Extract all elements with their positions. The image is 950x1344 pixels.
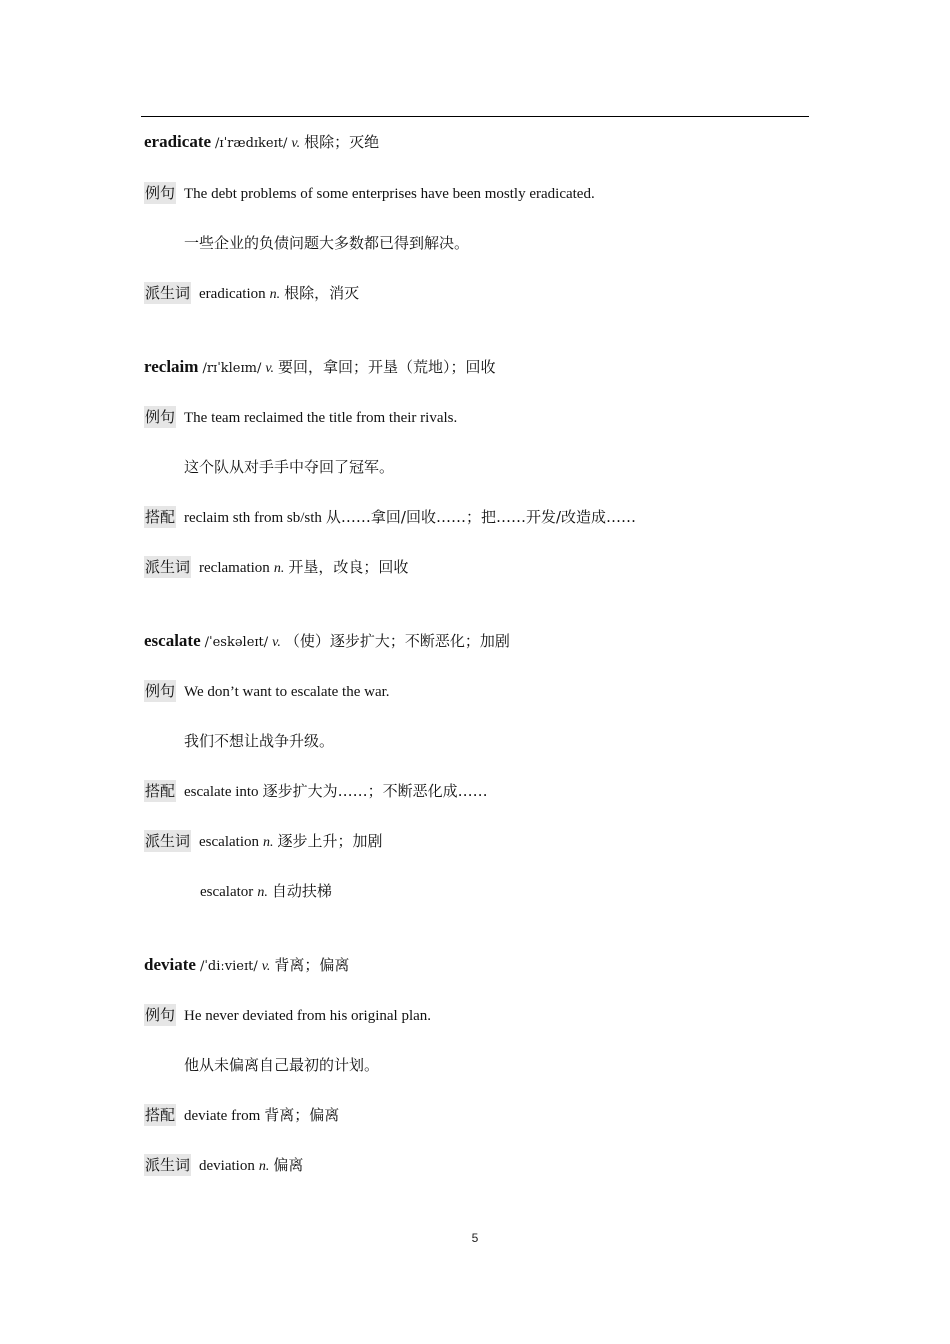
headword: deviate: [144, 955, 196, 974]
part-of-speech: v.: [261, 959, 271, 974]
collocation-meaning: 背离；偏离: [264, 1106, 340, 1124]
collocation-meaning: 从……拿回/回收……；把……开发/改造成……: [325, 508, 637, 526]
derived-pos: n.: [258, 1159, 270, 1174]
derived-label: 派生词: [145, 832, 191, 850]
derived-pos: n.: [273, 561, 285, 576]
example-chinese: 他从未偏离自己最初的计划。: [184, 1056, 380, 1074]
example-english: He never deviated from his original plan.: [184, 1008, 432, 1024]
header-rule: [141, 116, 809, 117]
collocation-label: 搭配: [145, 1106, 176, 1124]
example-chinese-row: [184, 1054, 379, 1075]
derived-row: [144, 282, 359, 304]
derived-row: [144, 1154, 303, 1176]
example-chinese-row: [184, 232, 469, 253]
derived-pos: n.: [257, 885, 268, 900]
derived-label: 派生词: [145, 284, 191, 302]
derived-pos: n.: [269, 287, 281, 302]
derived-word: reclamation: [199, 560, 270, 576]
derived-row: [144, 830, 383, 852]
derived-meaning: 自动扶梯: [271, 882, 332, 900]
example-chinese-row: [184, 456, 394, 477]
collocation-label: 搭配: [145, 782, 176, 800]
meaning: （使）逐步扩大；不断恶化；加剧: [284, 632, 510, 650]
phonetic: /ˈdiːvieɪt/: [199, 959, 258, 974]
part-of-speech: v.: [265, 361, 275, 376]
derived-meaning: 逐步上升；加剧: [277, 832, 383, 850]
example-label: 例句: [145, 682, 176, 700]
headword: eradicate: [144, 132, 212, 151]
collocation-row: [144, 780, 488, 802]
derived-row: [144, 556, 408, 578]
example-row: [144, 1004, 431, 1026]
part-of-speech: v.: [291, 136, 301, 151]
example-chinese: 我们不想让战争升级。: [184, 732, 335, 750]
collocation-phrase: deviate from: [184, 1108, 261, 1124]
example-english: We don’t want to escalate the war.: [184, 684, 390, 700]
collocation-phrase: reclaim sth from sb/sth: [184, 510, 322, 526]
phonetic: /rɪˈkleɪm/: [202, 361, 262, 376]
entry-headline: [144, 954, 349, 975]
example-english: The debt problems of some enterprises have been mostly eradicated.: [184, 186, 595, 202]
headword: reclaim: [144, 357, 199, 376]
collocation-phrase: escalate into: [184, 784, 259, 800]
meaning: 要回，拿回；开垦（荒地）；回收: [278, 358, 496, 376]
example-label: 例句: [145, 408, 176, 426]
derived-meaning: 偏离: [273, 1156, 304, 1174]
part-of-speech: v.: [272, 635, 281, 650]
example-chinese: 一些企业的负债问题大多数都已得到解决。: [184, 234, 470, 252]
collocation-label: 搭配: [145, 508, 176, 526]
meaning: 根除；灭绝: [304, 133, 380, 151]
derived-label: 派生词: [145, 558, 191, 576]
example-label: 例句: [145, 1006, 176, 1024]
derived-row: [200, 880, 332, 901]
page-number: 5: [471, 1231, 479, 1245]
entry-headline: [144, 356, 496, 377]
entry-headline: [144, 630, 510, 651]
phonetic: /ɪˈrædɪkeɪt/: [215, 136, 288, 151]
collocation-row: [144, 506, 636, 528]
phonetic: /ˈeskəleɪt/: [204, 635, 269, 650]
example-row: [144, 680, 390, 702]
derived-word: escalation: [199, 834, 259, 850]
example-chinese-row: [184, 730, 334, 751]
collocation-meaning: 逐步扩大为……；不断恶化成……: [262, 782, 488, 800]
example-label: 例句: [145, 184, 176, 202]
example-chinese: 这个队从对手手中夺回了冠军。: [184, 458, 395, 476]
derived-pos: n.: [263, 835, 274, 850]
headword: escalate: [144, 631, 201, 650]
derived-word: deviation: [199, 1158, 255, 1174]
example-row: [144, 406, 457, 428]
example-english: The team reclaimed the title from their rivals.: [184, 410, 458, 426]
derived-word: eradication: [199, 286, 266, 302]
collocation-row: [144, 1104, 339, 1126]
entry-headline: [144, 131, 379, 152]
derived-label: 派生词: [145, 1156, 191, 1174]
example-row: [144, 182, 595, 204]
derived-meaning: 根除，消灭: [284, 284, 360, 302]
derived-meaning: 开垦，改良；回收: [288, 558, 409, 576]
derived-word: escalator: [200, 884, 254, 900]
meaning: 背离；偏离: [274, 956, 350, 974]
